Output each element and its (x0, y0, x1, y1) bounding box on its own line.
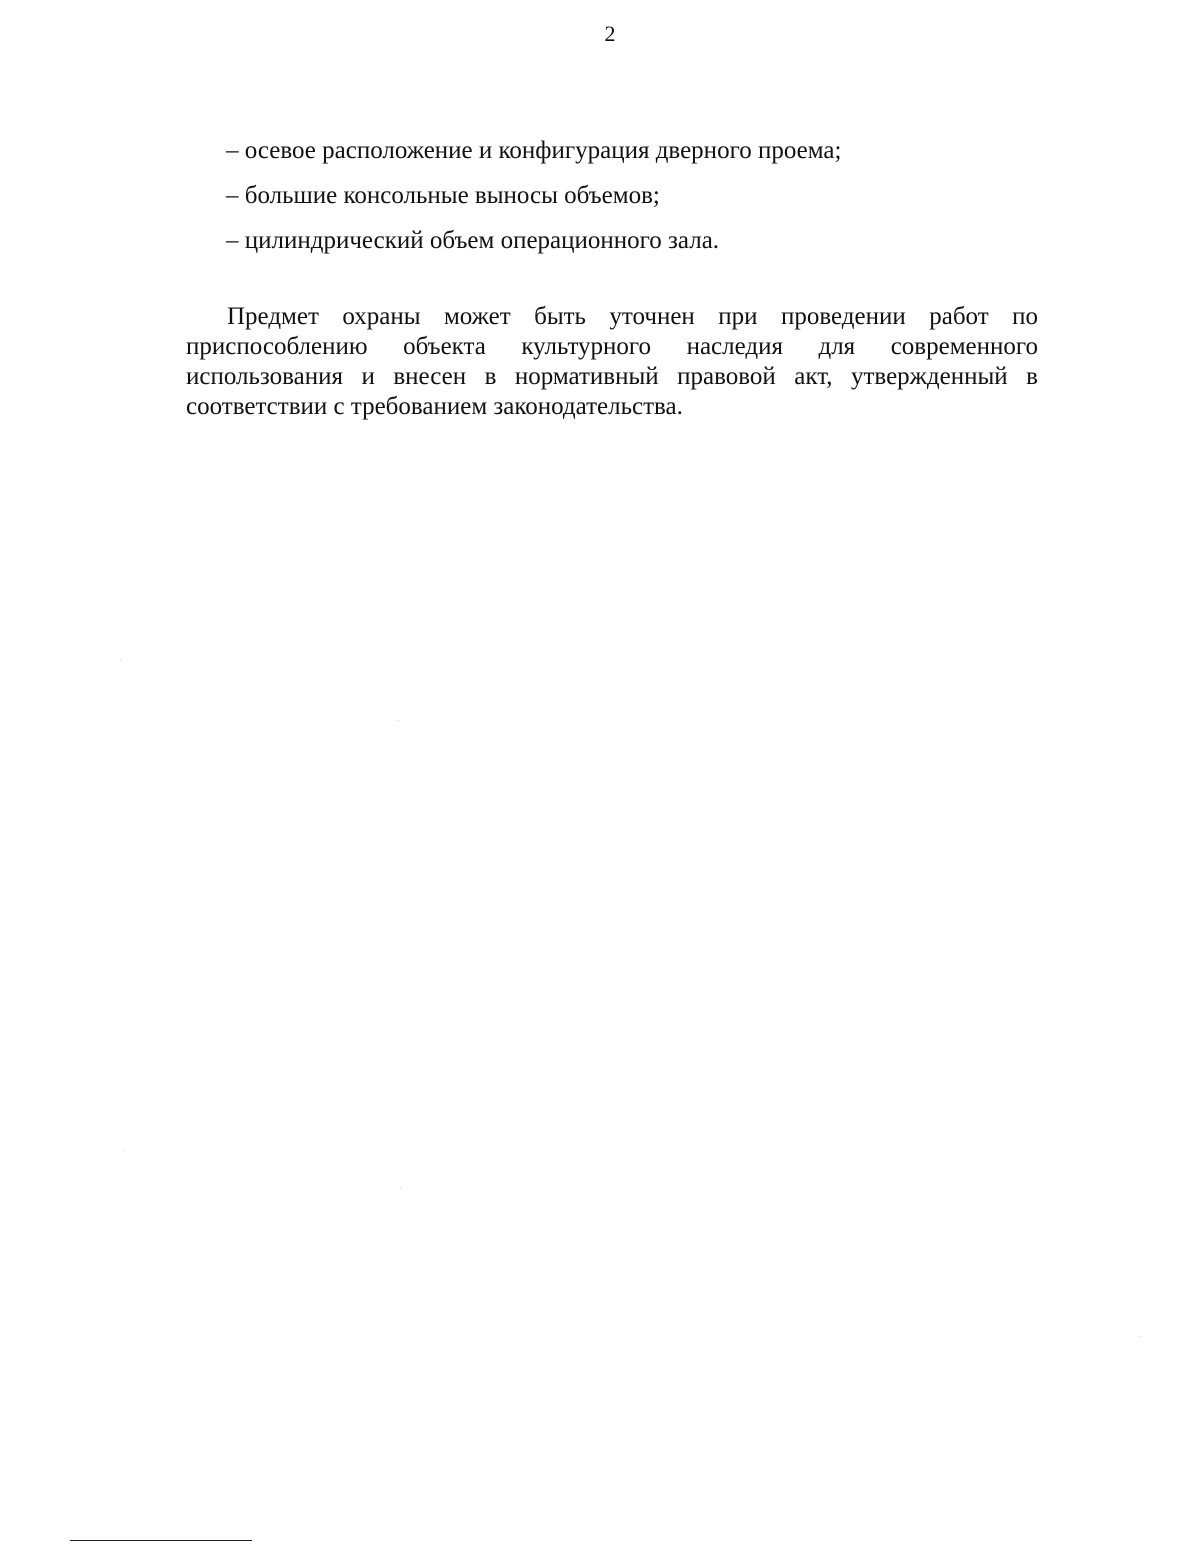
list-item: – цилиндрический объем операционного зала. (226, 227, 720, 254)
page-number: 2 (604, 21, 616, 46)
body-paragraph: Предмет охраны может быть уточнен при проведении работ по приспособлению объекта культурного наследия для современного использования и внесен в нормативный правовой акт, утвержденный в соответствии с требованием законодательства. (186, 303, 1038, 420)
list-item: – осевое расположение и конфигурация дверного проема; (226, 137, 842, 164)
footnote-separator (70, 1540, 252, 1541)
list-item: – большие консольные выносы объемов; (226, 182, 660, 209)
scan-speck (120, 660, 121, 661)
scan-speck (398, 720, 399, 721)
scan-speck (400, 1188, 401, 1189)
scan-speck (124, 1150, 125, 1151)
scan-speck (1140, 1336, 1141, 1337)
protection-features-list (226, 136, 841, 271)
